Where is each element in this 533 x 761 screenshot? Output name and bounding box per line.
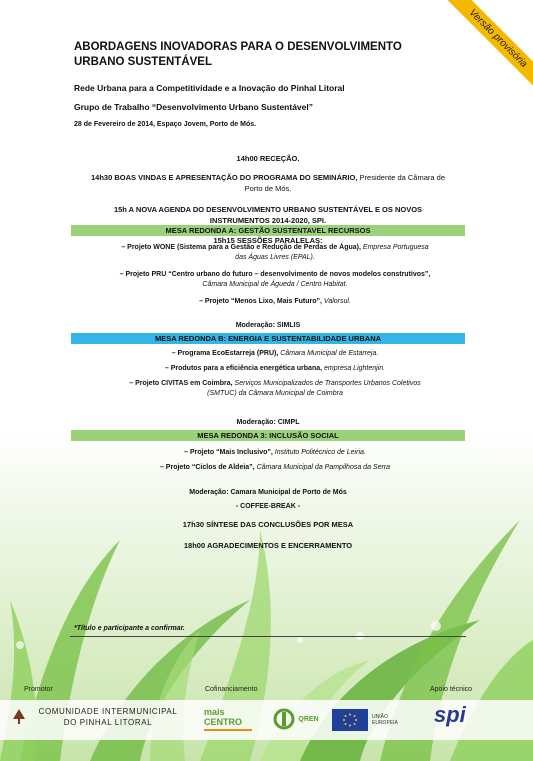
round-b-item-1: – Programa EcoEstarreja (PRU), Câmara Municipal de Estarreja. [171,350,379,357]
eu-label: UNIÃO EUROPEIA [372,714,398,726]
mais-centro-logo: mais CENTRO [204,707,256,731]
welcome-line: 14h30 BOAS VINDAS E APRESENTAÇÃO DO PROGRAMA DO SEMINÁRIO, Presidente da Câmara de Porto de Mós. [91,173,445,193]
round-3-item-1: – Projeto “Mais Inclusivo”, Instituto Politécnico de Leiria. [184,449,366,456]
round-3-header: MESA REDONDA 3: INCLUSÃO SOCIAL [71,430,465,441]
document-title: ABORDAGENS INOVADORAS PARA O DESENVOLVIMENTO URBANO SUSTENTÁVEL [74,41,402,68]
qren-logo: QREN [268,706,324,732]
round-b-header: MESA REDONDA B: ENERGIA E SUSTENTABILIDADE URBANA [71,333,465,344]
agenda-line: 15h A NOVA AGENDA DO DESENVOLVIMENTO URBANO SUSTENTÁVEL E OS NOVOS INSTRUMENTOS 2014-2020, SPI. [113,205,423,225]
closing-line: 18h00 AGRADECIMENTOS E ENCERRAMENTO [183,541,353,550]
cofund-label: Cofinanciamento [205,686,258,693]
parallel-line: 15h15 SESSÕES PARALELAS: [213,236,323,245]
round-a-item-1: – Projeto WONE (Sistema para a Gestão e Redução de Perdas de Água), Empresa Portuguesa das Águas Livres (EPAL). [121,244,429,261]
round-a-item-2: – Projeto PRU “Centro urbano do futuro – desenvolvimento de novos modelos construtivos”, Câmara Municipal de Águeda / Centro Habitat. [119,271,431,288]
round-a-moderation: Moderação: SIMLIS [235,322,301,329]
round-a-header: MESA REDONDA A: GESTÃO SUSTENTAVEL RECURSOS [71,225,465,236]
round-a-item-3: – Projeto “Menos Lixo, Mais Futuro”, Valorsul. [199,298,351,305]
confirm-note: *Título e participante a confirmar. [74,625,185,632]
cim-logo-text: COMUNIDADE INTERMUNICIPAL DO PINHAL LITORAL [38,707,178,727]
round-3-moderation: Moderação: Camara Municipal de Porto de Mós [189,489,347,496]
spi-logo [434,702,466,728]
reception-line: 14h00 RECEÇÃO. [236,154,300,163]
round-b-item-2: – Produtos para a eficiência energética urbana, empresa Lightenjin. [164,365,386,372]
coffee-break: - COFFEE-BREAK - [235,503,301,510]
event-date: 28 de Fevereiro de 2014, Espaço Jovem, Porto de Mós. [74,121,257,128]
spi-logo-text: spi [434,702,466,727]
eu-flag-icon [332,709,368,731]
round-b-moderation: Moderação: CIMPL [236,419,300,426]
draft-ribbon [423,0,533,110]
footnote-divider [70,636,466,637]
promoter-label: Promotor [24,686,53,693]
qren-icon [273,708,295,730]
tree-logo-icon [10,707,28,725]
network-subtitle: Rede Urbana para a Competitividade e a Inovação do Pinhal Litoral [74,83,345,93]
draft-ribbon-label: Versão provisória [439,0,533,98]
group-subtitle: Grupo de Trabalho “Desenvolvimento Urbano Sustentável” [74,102,313,112]
round-b-item-3: – Projeto CIVITAS em Coimbra, Serviços Municipalizados de Transportes Urbanos Coletivos (SMTUC) da Câmara Municipal de Coimbra [129,380,421,397]
synthesis-line: 17h30 SÍNTESE DAS CONCLUSÕES POR MESA [182,520,354,529]
tech-label: Apoio técnico [430,686,473,693]
round-3-item-2: – Projeto “Ciclos de Aldeia”, Câmara Municipal da Pampilhosa da Serra [159,464,391,471]
